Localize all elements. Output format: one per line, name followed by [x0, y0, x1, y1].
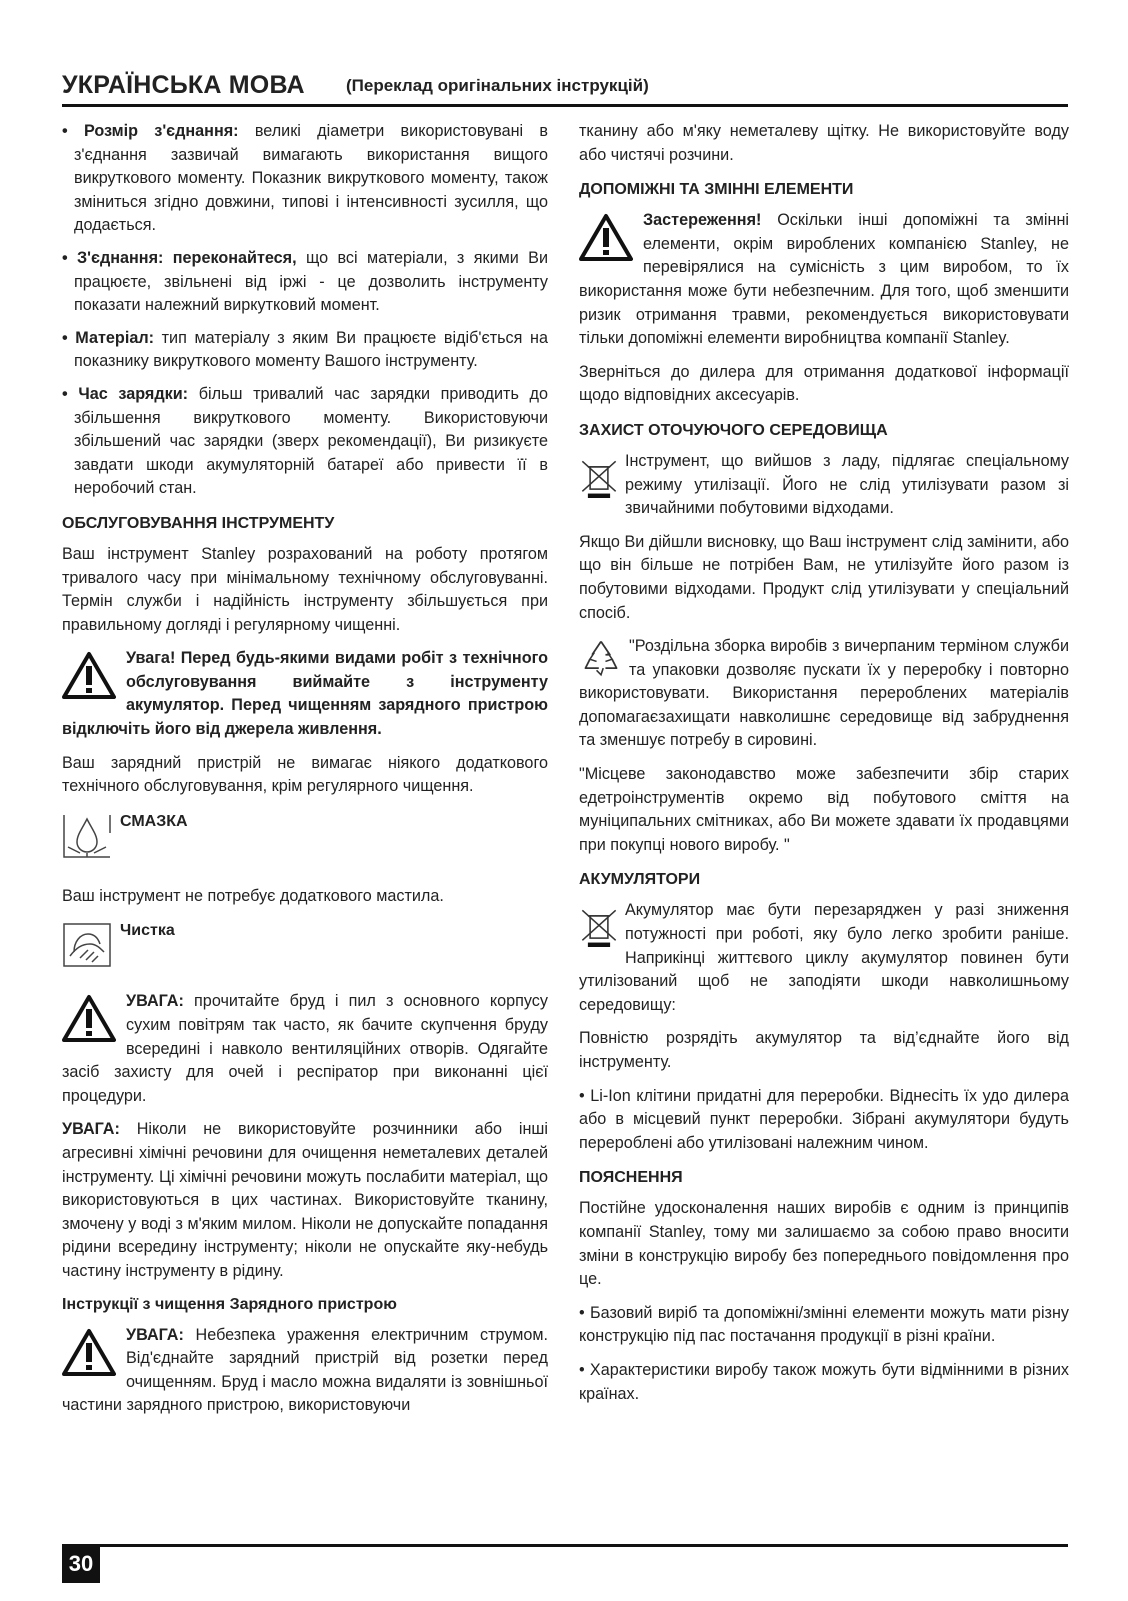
- page-title: УКРАЇНСЬКА МОВА: [62, 71, 305, 99]
- cleaning-heading: Чистка: [120, 922, 175, 940]
- footer-rule: [62, 1544, 1068, 1547]
- continued-text: тканину або м'яку неметалеву щітку. Не використовуйте воду або чистячі розчини.: [579, 122, 1069, 164]
- recycle-icon: [579, 637, 623, 677]
- warning2-text: УВАГА: прочитайте бруд і пил з основного корпусу сухим повітрям так часто, як бачите скупчення бруду всередині і навколо вентиляційних отворів. Одягайте засіб захисту для очей і респіратор при виконанні цієї процедури.: [62, 992, 548, 1105]
- disposal-text: Якщо Ви дійшли висновку, що Ваш інструмент слід замінити, або що він більше не потрібен Вам, не утилізуйте його разом із побутовими відходами. Продукт слід утилізувати у спеціальний спосіб.: [579, 532, 1069, 622]
- environment-heading: ЗАХИСТ ОТОЧУЮЧОГО СЕРЕДОВИЩА: [579, 421, 888, 439]
- cleaning-hand-icon: [62, 922, 112, 968]
- cleaning-warning: [62, 990, 548, 1108]
- local-law-text: "Місцеве законодавство може забезпечити збір старих едетроінструментів окремо від побутового сміття на муніципальних смітниках, або Ви можете здавати їх продавцями при покупці нового виробу. ": [579, 765, 1069, 854]
- battery-text-1: Акумулятор має бути перезаряджен у разі зниження потужності при роботі, яку було легко зробити раніше. Наприкінці життєвого циклу акумулятор повинен бути утилізований щоб не заподіяти шкоди навколишньому середовищу:: [579, 901, 1069, 1014]
- lubrication-heading: СМАЗКА: [120, 812, 188, 830]
- warning3-text: УВАГА: Ніколи не використовуйте розчинники або інші агресивні хімічні речовини для очищення неметалевих деталей інструменту. Ці хімічні речовини можуть послабити матеріал, що використовуються в цих частинах. Використовуйте тканину, змочену у воді з м'яким милом. Ніколи не допускайте попадання рідини всередину інструменту; ніколи не опускайте яку-небудь частину інструменту в рідину.: [62, 1120, 548, 1280]
- bullet-joint: • З'єднання: переконайтеся, що всі матеріали, з якими Ви працюєте, звільнені від іржі - це дозволить інструменту показати належний виркутковий момент.: [62, 248, 548, 315]
- warning-triangle-icon: [62, 651, 116, 699]
- accessories-heading: ДОПОМІЖНІ ТА ЗМІННІ ЕЛЕМЕНТИ: [579, 181, 854, 199]
- explanation-text-2: • Базовий виріб та допоміжні/змінні елементи можуть мати різну конструкцію під пас постачання продукції в різні країни.: [579, 1303, 1069, 1346]
- charger-clean-heading: Інструкції з чищення Зарядного пристрою: [62, 1295, 397, 1313]
- weee-block: [579, 450, 1069, 521]
- left-column: [62, 120, 548, 1428]
- battery-text-2: Повністю розрядіть акумулятор та від’єднайте його від інструменту.: [579, 1029, 1069, 1071]
- right-column: [579, 120, 1069, 1416]
- bullet-joint-size: • Розмір з'єднання: великі діаметри використовувані в з'єднання зазвичай вимагають використання вищого викруткового моменту. Показник викруткового моменту, також зміниться згідно довжини, типові і інтенсивності зусилля, що додається.: [62, 122, 549, 235]
- lubrication-text: Ваш інструмент не потребує додаткового мастила.: [62, 886, 444, 905]
- battery-weee-block: [579, 899, 1069, 1017]
- bullet-material: • Матеріал: тип матеріалу з яким Ви працюєте відіб'ється на показнику викруткового моменту Вашого інструменту.: [62, 328, 548, 371]
- warning-triangle-icon: [62, 994, 116, 1042]
- accessories-dealer-text: Зверніться до дилера для отримання додаткової інформації щодо відповідних аксесуарів.: [579, 362, 1069, 405]
- recycle-text: "Роздільна зборка виробів з вичерпаним терміном служби та упаковки дозволяє пускати їх у переробку і повторно використовувати. Використання перероблених матеріалів допомагаєзахищати навколишнє середовище від забруднення та зменшує потребу в сировині.: [579, 637, 1069, 750]
- cleaning-section: [62, 918, 548, 972]
- weee-text: Інструмент, що вийшов з ладу, підлягає спеціальному режиму утилізації. Його не слід утилізувати разом зі звичайними побутовими відходами.: [625, 451, 1069, 518]
- bullet-charge-time: • Час зарядки: більш тривалий час зарядки приводить до збільшення викруткового моменту. Використовуючи збільшений час зарядки (зверх рекомендації), Ви ризикуєте завдати шкоди акумуляторній батареї або привести її в неробочий стан.: [62, 384, 548, 498]
- crossed-bin-icon: [579, 452, 619, 504]
- warning-triangle-icon: [579, 213, 633, 261]
- battery-text-3: • Li-Ion клітини придатні для переробки. Віднесіть їх удо дилера або в місцевий пункт переробки. Зібрані акумулятори будуть перероблені або утилізовані належним чином.: [579, 1086, 1069, 1152]
- charger-clean-warning: [62, 1324, 548, 1418]
- crossed-bin-icon: [579, 901, 619, 953]
- accessories-warning-text: Застереження! Оскільки інші допоміжні та змінні елементи, окрім вироблених компанією Stanley, не перевірялися на сумісність з цим виробом, то їх використання може бути небезпечним. Для того, щоб зменшити ризик отримання травми, рекомендується використовувати тільки допоміжні елементи виробництва компанії Stanley.: [579, 211, 1069, 348]
- oil-drop-icon: [62, 813, 112, 859]
- warning4-text: УВАГА: Небезпека ураження електричним струмом. Від'єднайте зарядний пристрій від розетки перед очищенням. Бруд і масло можна видаляти із зовнішньої частини зарядного пристрою, використовуючи: [62, 1325, 548, 1415]
- maintenance-warning: [62, 647, 548, 741]
- page-number: 30: [62, 1545, 100, 1583]
- explanation-heading: ПОЯСНЕННЯ: [579, 1169, 683, 1187]
- lubrication-section: [62, 809, 548, 863]
- warning-triangle-icon: [62, 1328, 116, 1376]
- page-subtitle: (Переклад оригінальних інструкцій): [346, 76, 649, 95]
- accessories-warning: [579, 209, 1069, 351]
- batteries-heading: АКУМУЛЯТОРИ: [579, 871, 701, 889]
- explanation-text-3: • Характеристики виробу також можуть бути відмінними в різних країнах.: [579, 1360, 1069, 1403]
- maintenance-heading: ОБСЛУГОВУВАННЯ ІНСТРУМЕНТУ: [62, 514, 335, 532]
- explanation-text-1: Постійне удосконалення наших виробів є одним із принципів компанії Stanley, тому ми залишаємо за собою право вносити зміни в конструкцію виробу без попереднього повідомлення про це.: [579, 1199, 1069, 1289]
- maintenance-text: Ваш інструмент Stanley розрахований на роботу протягом тривалого часу при мінімальному технічному обслуговуванні. Термін служби і надійність інструменту збільшується при правильному догляді і регулярному чищенні.: [62, 544, 548, 634]
- charger-maintenance-text: Ваш зарядний пристрій не вимагає ніякого додаткового технічного обслуговування, крім регулярного чищення.: [62, 753, 548, 796]
- warning1-text: Увага! Перед будь-якими видами робіт з технічного обслуговування виймайте з інструменту акумулятор. Перед чищенням зарядного пристрою відключіть його від джерела живлення.: [62, 649, 548, 739]
- recycle-block: [579, 635, 1069, 753]
- page-header: [62, 70, 1068, 107]
